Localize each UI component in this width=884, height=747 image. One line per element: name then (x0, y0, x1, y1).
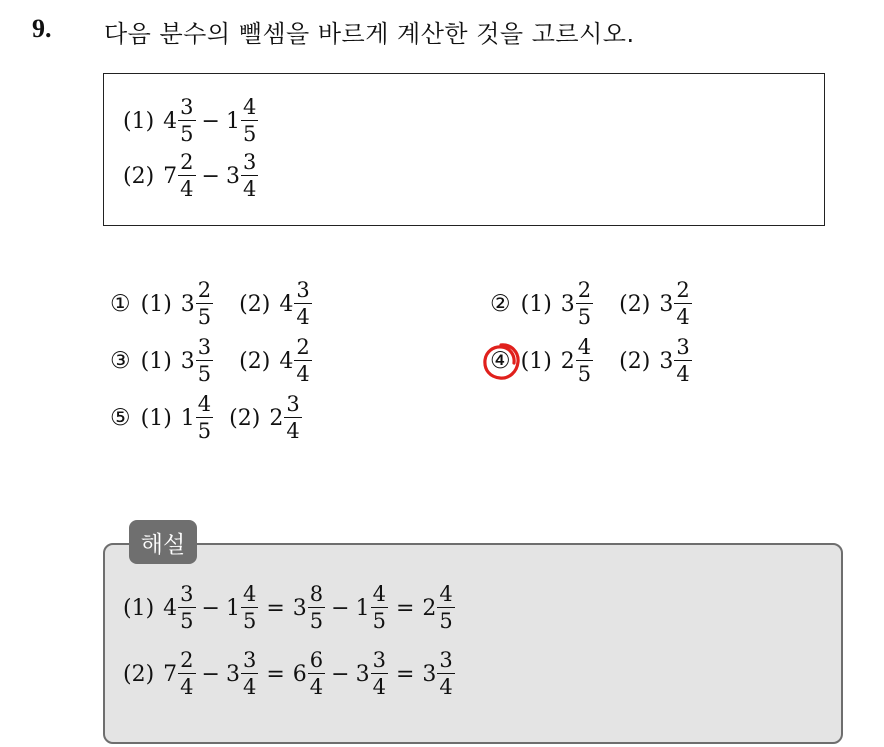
denominator: 5 (577, 305, 592, 329)
solution-line-1 (123, 584, 455, 632)
part-label: (2) (239, 348, 271, 374)
denominator: 4 (676, 362, 690, 386)
denominator: 5 (577, 362, 592, 386)
mixed-number (356, 650, 388, 698)
fraction (308, 650, 325, 698)
part-label: (2) (619, 348, 651, 374)
fraction (674, 337, 691, 385)
part-label: (1) (140, 348, 172, 374)
denominator: 5 (180, 122, 194, 146)
whole-part: 3 (422, 661, 437, 687)
choice-number: ② (490, 291, 511, 317)
fraction (371, 584, 388, 632)
whole-part: 3 (560, 291, 575, 317)
denominator: 4 (180, 177, 194, 201)
problem-label: (1) (123, 108, 155, 134)
numerator: 4 (242, 582, 257, 606)
whole-part: 3 (292, 595, 307, 621)
fraction (241, 152, 258, 200)
numerator: 3 (372, 648, 386, 672)
choice-4[interactable] (490, 337, 692, 385)
fraction (196, 394, 213, 442)
problem-2 (123, 152, 258, 200)
denominator: 4 (242, 177, 257, 201)
mixed-number (163, 584, 195, 632)
numerator: 4 (439, 582, 453, 606)
numerator: 2 (296, 335, 310, 359)
mixed-number (181, 394, 213, 442)
choice-number: ① (110, 291, 131, 317)
whole-part: 4 (163, 595, 178, 621)
numerator: 2 (577, 278, 592, 302)
fraction (294, 337, 311, 385)
whole-part: 3 (225, 163, 240, 189)
whole-part: 1 (355, 595, 370, 621)
denominator: 5 (439, 609, 453, 633)
numerator: 3 (286, 392, 300, 416)
mixed-number (163, 650, 195, 698)
part-label: (2) (239, 291, 271, 317)
part-label: (1) (520, 348, 552, 374)
whole-part: 2 (560, 348, 575, 374)
mixed-number (226, 97, 258, 145)
minus-sign: − (201, 661, 220, 687)
numerator: 3 (676, 335, 690, 359)
solution-box (103, 543, 843, 744)
choice-number: ④ (490, 348, 511, 374)
mixed-number (422, 584, 454, 632)
denominator: 4 (286, 419, 300, 443)
question-text: 다음 분수의 뺄셈을 바르게 계산한 것을 고르시오. (104, 20, 635, 48)
whole-part: 4 (279, 348, 294, 374)
equals-sign: = (395, 595, 415, 621)
fraction (241, 650, 258, 698)
whole-part: 1 (225, 108, 240, 134)
mixed-number (226, 650, 258, 698)
whole-part: 7 (163, 163, 178, 189)
numerator: 3 (439, 648, 453, 672)
denominator: 4 (372, 675, 386, 699)
numerator: 2 (180, 648, 194, 672)
fraction (576, 280, 593, 328)
denominator: 5 (372, 609, 386, 633)
numerator: 3 (242, 648, 257, 672)
minus-sign: − (331, 661, 350, 687)
whole-part: 3 (225, 661, 240, 687)
numerator: 4 (197, 392, 212, 416)
fraction (178, 152, 195, 200)
numerator: 3 (180, 95, 194, 119)
numerator: 8 (309, 582, 324, 606)
numerator: 3 (242, 150, 257, 174)
question-number: 9. (32, 14, 52, 43)
denominator: 5 (309, 609, 324, 633)
mixed-number (279, 337, 311, 385)
choice-1[interactable] (110, 280, 312, 328)
denominator: 4 (309, 675, 324, 699)
part-label: (1) (140, 405, 172, 431)
whole-part: 4 (279, 291, 294, 317)
fraction (294, 280, 311, 328)
numerator: 4 (372, 582, 386, 606)
minus-sign: − (201, 108, 220, 134)
denominator: 4 (180, 675, 194, 699)
mixed-number (561, 337, 593, 385)
numerator: 6 (309, 648, 324, 672)
numerator: 4 (242, 95, 257, 119)
mixed-number (422, 650, 454, 698)
choice-2[interactable] (490, 280, 692, 328)
whole-part: 2 (269, 405, 284, 431)
equals-sign: = (395, 661, 415, 687)
whole-part: 3 (659, 291, 674, 317)
mixed-number (279, 280, 311, 328)
part-label: (1) (140, 291, 172, 317)
part-label: (1) (520, 291, 552, 317)
mixed-number (181, 337, 213, 385)
mixed-number (163, 97, 195, 145)
solution-tab: 해설 (129, 520, 197, 564)
solution-line-2 (123, 650, 455, 698)
numerator: 3 (180, 582, 194, 606)
fraction (576, 337, 593, 385)
numerator: 2 (197, 278, 212, 302)
whole-part: 3 (180, 348, 195, 374)
mixed-number (659, 337, 691, 385)
equals-sign: = (266, 661, 285, 687)
mixed-number (659, 280, 691, 328)
mixed-number (561, 280, 593, 328)
mixed-number (293, 584, 325, 632)
minus-sign: − (201, 163, 220, 189)
numerator: 4 (577, 335, 592, 359)
solution-label: (2) (123, 661, 155, 687)
denominator: 5 (242, 122, 257, 146)
mixed-number (163, 152, 195, 200)
denominator: 5 (242, 609, 257, 633)
fraction (284, 394, 301, 442)
fraction (437, 584, 454, 632)
numerator: 2 (180, 150, 194, 174)
denominator: 4 (242, 675, 257, 699)
whole-part: 1 (180, 405, 195, 431)
whole-part: 2 (422, 595, 437, 621)
mixed-number (226, 584, 258, 632)
fraction (178, 584, 195, 632)
whole-part: 3 (659, 348, 674, 374)
fraction (308, 584, 325, 632)
minus-sign: − (201, 595, 220, 621)
equals-sign: = (266, 595, 285, 621)
mixed-number (269, 394, 301, 442)
choice-3[interactable] (110, 337, 312, 385)
mixed-number (293, 650, 325, 698)
problem-box (103, 73, 825, 226)
denominator: 4 (676, 305, 690, 329)
fraction (178, 650, 195, 698)
fraction (437, 650, 454, 698)
fraction (178, 97, 195, 145)
fraction (371, 650, 388, 698)
denominator: 4 (439, 675, 453, 699)
denominator: 4 (296, 362, 310, 386)
whole-part: 1 (225, 595, 240, 621)
mixed-number (181, 280, 213, 328)
problem-1 (123, 97, 258, 145)
choice-5[interactable] (110, 394, 302, 442)
part-label: (2) (229, 405, 261, 431)
denominator: 4 (296, 305, 310, 329)
minus-sign: − (331, 595, 350, 621)
numerator: 2 (676, 278, 690, 302)
whole-part: 3 (180, 291, 195, 317)
whole-part: 6 (292, 661, 307, 687)
whole-part: 3 (355, 661, 370, 687)
solution-label: (1) (123, 595, 155, 621)
fraction (196, 337, 213, 385)
denominator: 5 (197, 362, 212, 386)
part-label: (2) (619, 291, 651, 317)
denominator: 5 (197, 305, 212, 329)
whole-part: 4 (163, 108, 178, 134)
problem-label: (2) (123, 163, 155, 189)
denominator: 5 (180, 609, 194, 633)
mixed-number (356, 584, 388, 632)
mixed-number (226, 152, 258, 200)
numerator: 3 (197, 335, 212, 359)
choice-number: ③ (110, 348, 131, 374)
whole-part: 7 (163, 661, 178, 687)
fraction (674, 280, 691, 328)
denominator: 5 (197, 419, 212, 443)
fraction (241, 584, 258, 632)
numerator: 3 (296, 278, 310, 302)
choice-number: ⑤ (110, 405, 131, 431)
fraction (241, 97, 258, 145)
fraction (196, 280, 213, 328)
